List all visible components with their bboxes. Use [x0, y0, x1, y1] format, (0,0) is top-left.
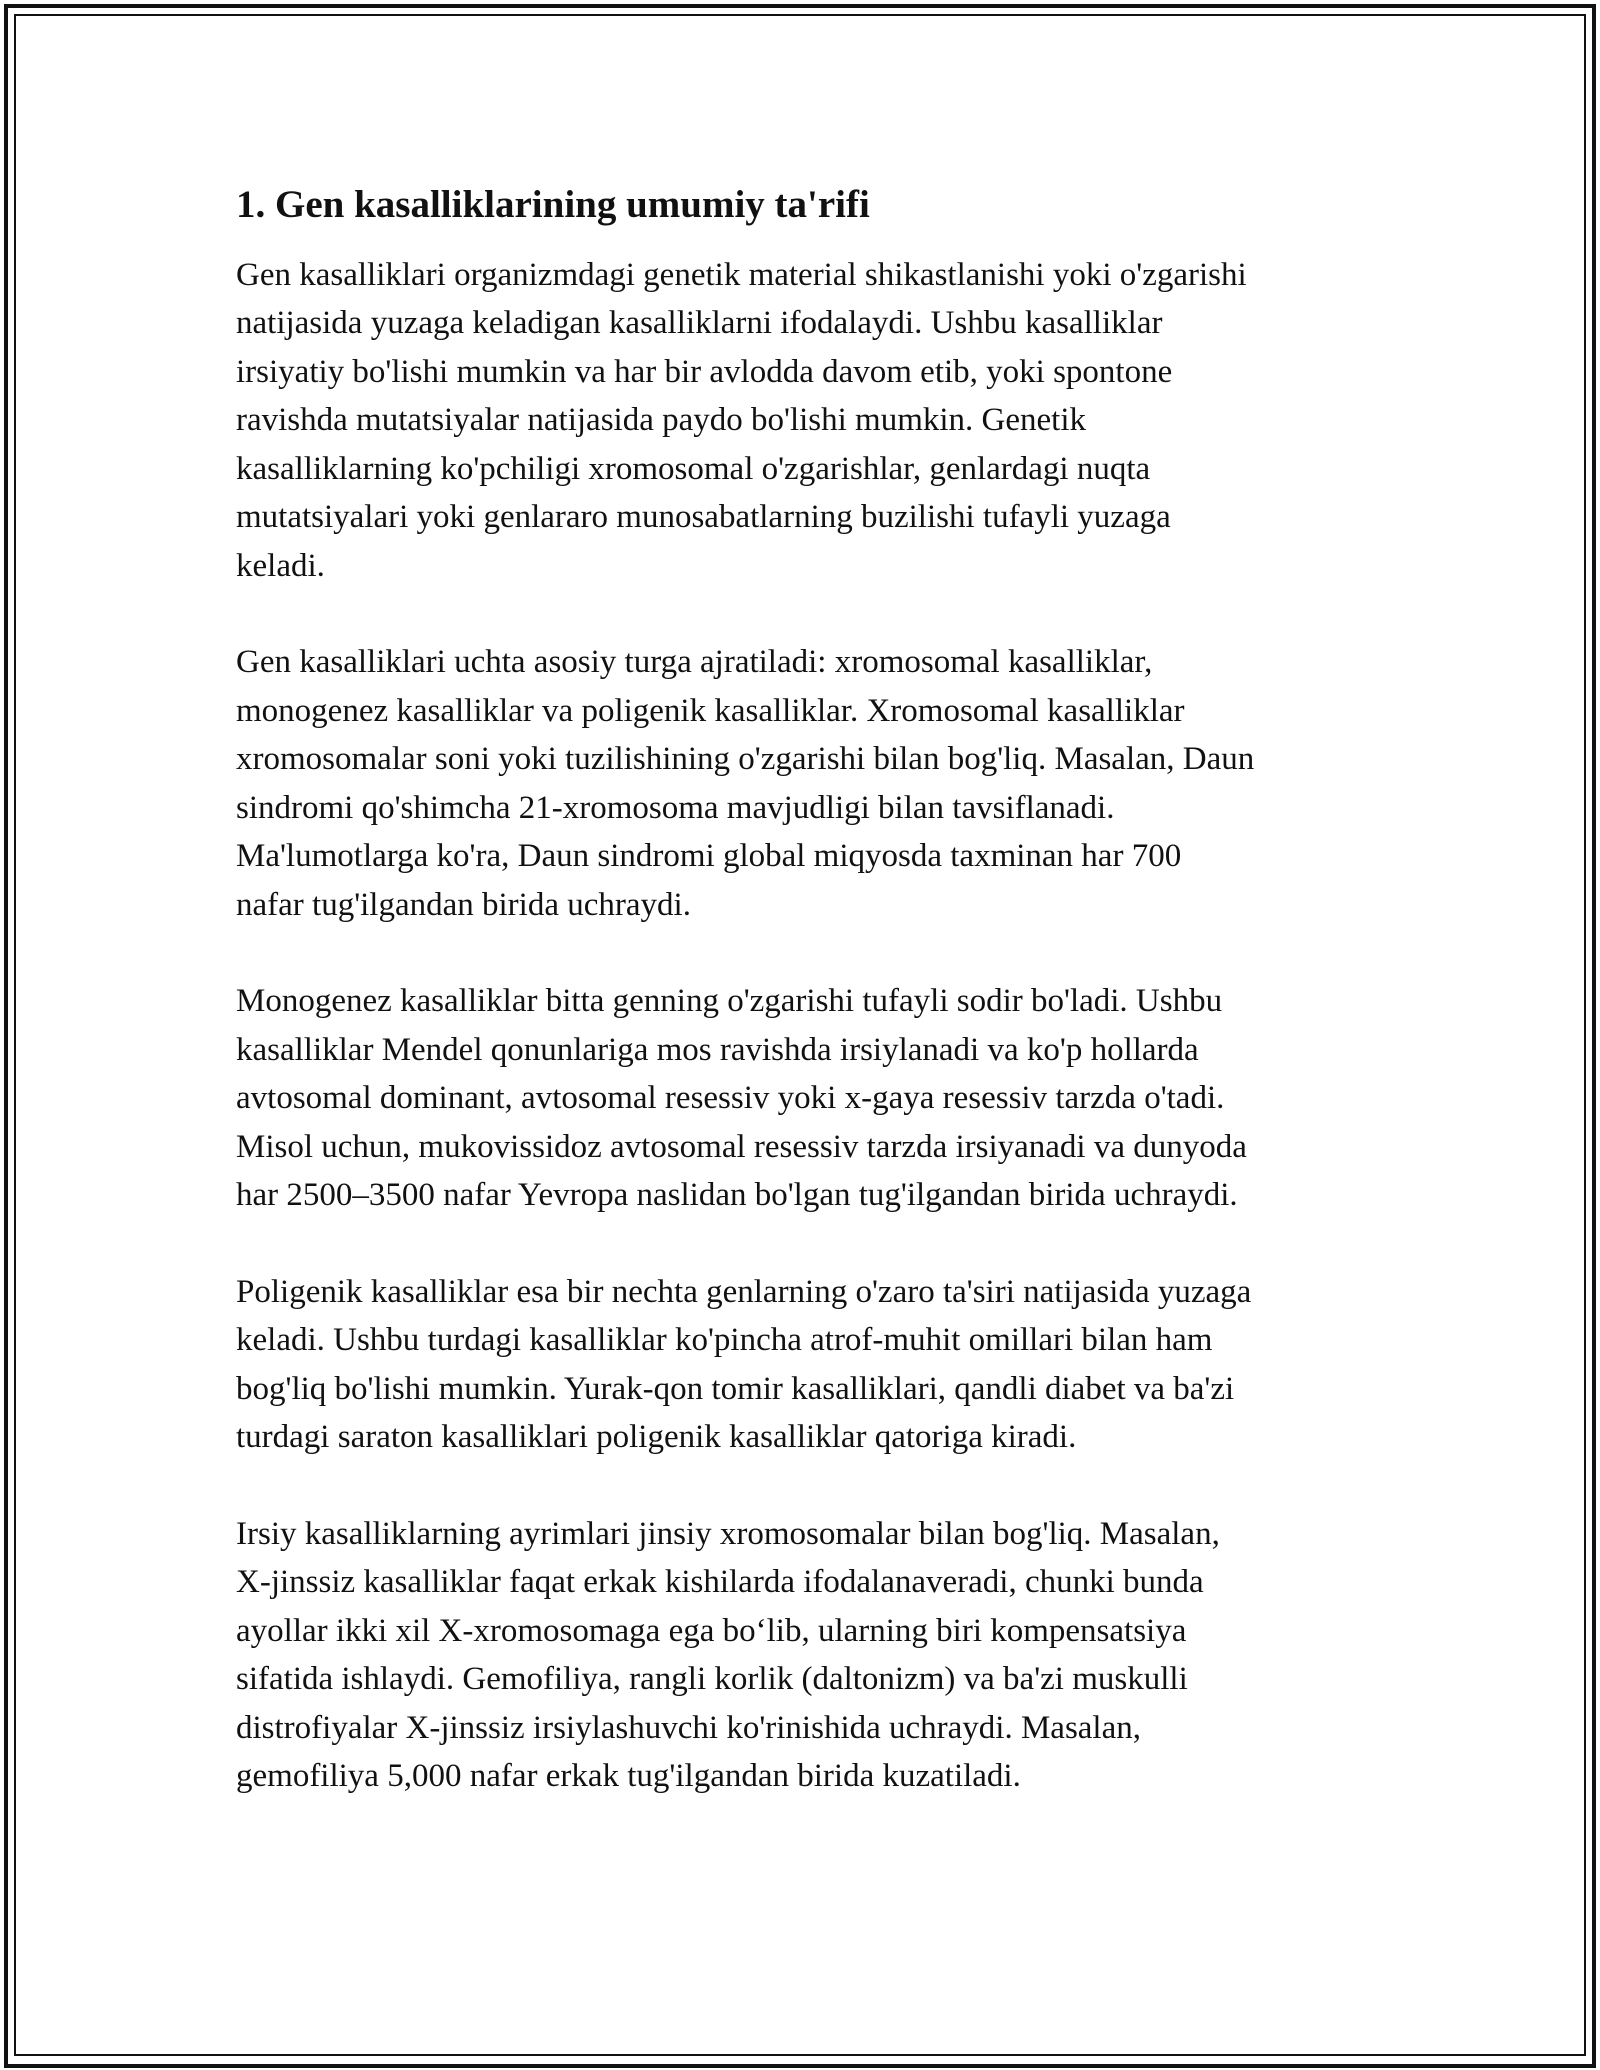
text-line: monogenez kasalliklar va poligenik kasalliklar. Xromosomal kasalliklar: [236, 692, 1185, 729]
paragraph-polygenic: [236, 1268, 1376, 1462]
text-line: Ma'lumotlarga ko'ra, Daun sindromi global miqyosda taxminan har 700: [236, 838, 1182, 875]
text-line: keladi. Ushbu turdagi kasalliklar ko'pincha atrof-muhit omillari bilan ham: [236, 1322, 1213, 1359]
text-line: kasalliklar Mendel qonunlariga mos ravishda irsiylanadi va ko'p hollarda: [236, 1031, 1199, 1068]
text-line: Monogenez kasalliklar bitta genning o'zgarishi tufayli sodir bo'ladi. Ushbu: [236, 983, 1223, 1020]
text-line: Misol uchun, mukovissidoz avtosomal resessiv tarzda irsiyanadi va dunyoda: [236, 1128, 1247, 1165]
text-line: gemofiliya 5,000 nafar erkak tug'ilgandan birida kuzatiladi.: [236, 1758, 1021, 1795]
text-line: distrofiyalar X-jinssiz irsiylashuvchi ko'rinishida uchraydi. Masalan,: [236, 1709, 1142, 1746]
text-line: Poligenik kasalliklar esa bir nechta genlarning o'zaro ta'siri natijasida yuzaga: [236, 1273, 1252, 1310]
text-line: ayollar ikki xil X-xromosomaga ega bo‘lib, ularning biri kompensatsiya: [236, 1612, 1187, 1649]
paragraph-monogenic: [236, 977, 1376, 1220]
text-line: natijasida yuzaga keladigan kasalliklarni ifodalaydi. Ushbu kasalliklar: [236, 305, 1163, 342]
text-line: kasalliklarning ko'pchiligi xromosomal o'zgarishlar, genlardagi nuqta: [236, 450, 1151, 487]
text-line: nafar tug'ilgandan birida uchraydi.: [236, 886, 691, 923]
text-line: X-jinssiz kasalliklar faqat erkak kishilarda ifodalanaveradi, chunki bunda: [236, 1564, 1204, 1601]
paragraph-classification: [236, 638, 1376, 929]
text-line: sindromi qo'shimcha 21-xromosoma mavjudligi bilan tavsiflanadi.: [236, 789, 1115, 826]
text-line: keladi.: [236, 547, 325, 584]
text-line: Gen kasalliklari uchta asosiy turga ajratiladi: xromosomal kasalliklar,: [236, 644, 1153, 681]
text-line: irsiyatiy bo'lishi mumkin va har bir avlodda davom etib, yoki spontone: [236, 353, 1173, 390]
section-title: 1. Gen kasalliklarining umumiy ta'rifi: [236, 183, 870, 226]
document-body: [236, 178, 1376, 1849]
text-line: ravishda mutatsiyalar natijasida paydo bo'lishi mumkin. Genetik: [236, 402, 1087, 439]
text-line: avtosomal dominant, avtosomal resessiv yoki x-gaya resessiv tarzda o'tadi.: [236, 1080, 1225, 1117]
text-line: mutatsiyalari yoki genlararo munosabatlarning buzilishi tufayli yuzaga: [236, 499, 1171, 536]
paragraph-definition: [236, 251, 1376, 591]
paragraph-sex-linked: [236, 1510, 1376, 1801]
text-line: xromosomalar soni yoki tuzilishining o'zgarishi bilan bog'liq. Masalan, Daun: [236, 741, 1255, 778]
text-line: sifatida ishlaydi. Gemofiliya, rangli korlik (daltonizm) va ba'zi muskulli: [236, 1661, 1188, 1698]
text-line: har 2500–3500 nafar Yevropa naslidan bo'lgan tug'ilgandan birida uchraydi.: [236, 1177, 1238, 1214]
text-line: Gen kasalliklari organizmdagi genetik material shikastlanishi yoki o'zgarishi: [236, 256, 1247, 293]
text-line: bog'liq bo'lishi mumkin. Yurak-qon tomir kasalliklari, qandli diabet va ba'zi: [236, 1370, 1235, 1407]
text-line: Irsiy kasalliklarning ayrimlari jinsiy xromosomalar bilan bog'liq. Masalan,: [236, 1515, 1220, 1552]
text-line: turdagi saraton kasalliklari poligenik kasalliklar qatoriga kiradi.: [236, 1419, 1077, 1456]
